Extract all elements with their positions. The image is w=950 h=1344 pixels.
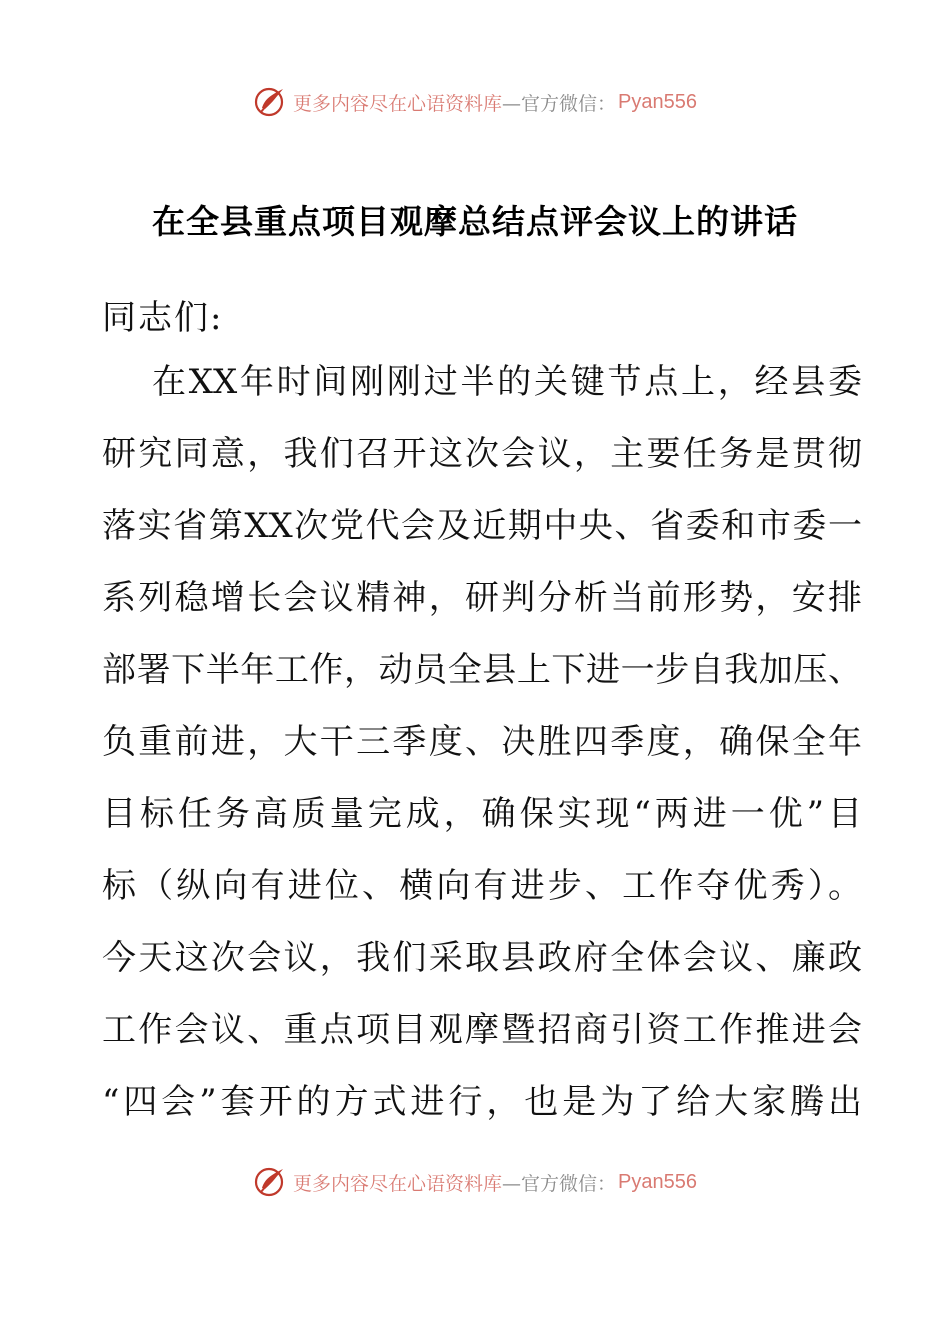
- watermark-dash-label: —官方微信：: [502, 92, 617, 115]
- watermark-text: 更多内容尽在心语资料库: [293, 92, 503, 115]
- document-title: 在全县重点项目观摩总结点评会议上的讲话: [152, 202, 798, 241]
- body-line: 在XX年时间刚刚过半的关键节点上，经县委: [152, 362, 862, 402]
- watermark-dash-label: —官方微信：: [502, 1172, 617, 1195]
- body-line: “四会”套开的方式进行，也是为了给大家腾出: [102, 1082, 862, 1122]
- document-body: [102, 346, 862, 1138]
- body-line: 系列稳增长会议精神，研判分析当前形势，安排: [102, 578, 862, 618]
- body-line: 标（纵向有进位、横向有进步、工作夺优秀）。: [102, 866, 862, 906]
- body-line: 落实省第XX次党代会及近期中央、省委和市委一: [102, 506, 862, 546]
- body-line: 负重前进，大干三季度、决胜四季度，确保全年: [102, 722, 862, 762]
- salutation: 同志们:: [102, 298, 224, 338]
- body-line: 目标任务高质量完成，确保实现“两进一优”目: [102, 794, 862, 834]
- body-line: 研究同意，我们召开这次会议，主要任务是贯彻: [102, 434, 862, 474]
- body-line: 工作会议、重点项目观摩暨招商引资工作推进会: [102, 1010, 862, 1050]
- watermark-text: 更多内容尽在心语资料库: [293, 1172, 503, 1195]
- pen-logo-icon: [253, 1164, 289, 1200]
- body-line: 今天这次会议，我们采取县政府全体会议、廉政: [102, 938, 862, 978]
- watermark-footer: [0, 1162, 950, 1202]
- body-line: 部署下半年工作，动员全县上下进一步自我加压、: [102, 650, 862, 690]
- watermark-wechat-id: Pyan556: [618, 90, 697, 113]
- pen-logo-icon: [253, 84, 289, 120]
- watermark-wechat-id: Pyan556: [618, 1170, 697, 1193]
- watermark-header: [0, 82, 950, 122]
